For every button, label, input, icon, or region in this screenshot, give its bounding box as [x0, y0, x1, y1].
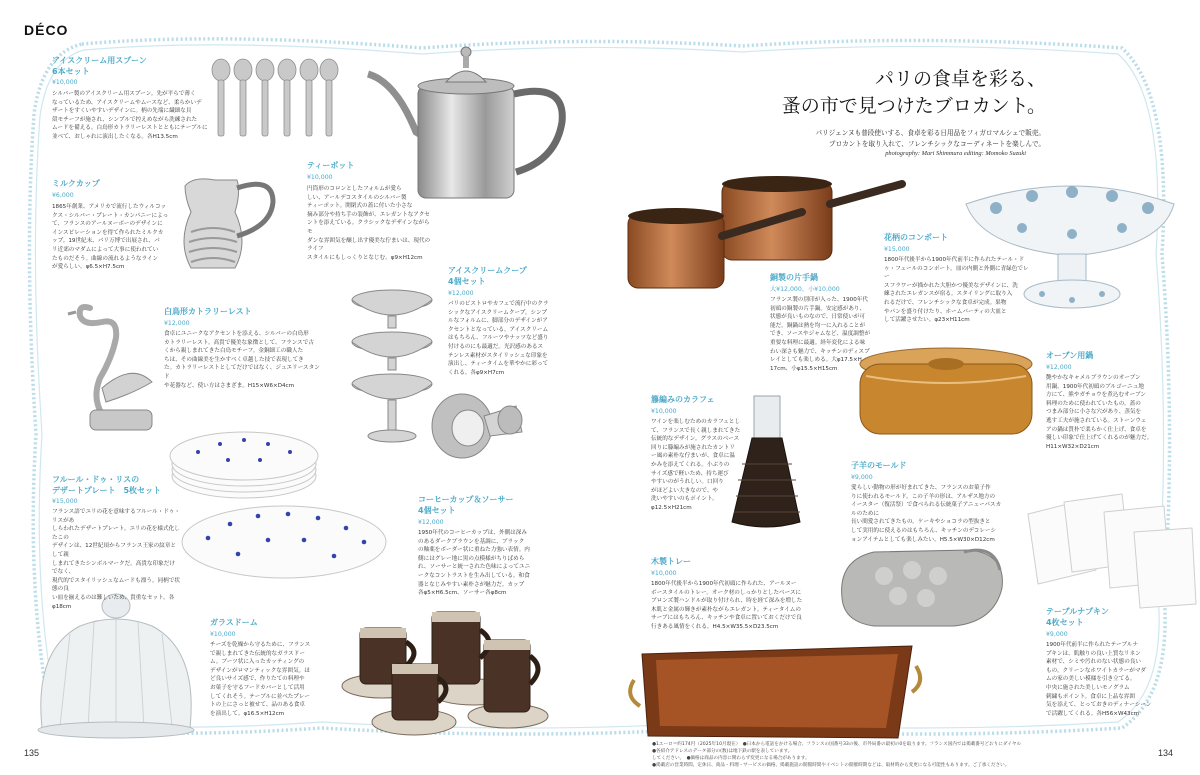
page-number-right: 134	[1158, 748, 1174, 758]
footnote-line-4: ●掲載店の営業時間、定休日、商品・料理・サービスの価格、掲載施設の開館時間やイベントの開催時期などは、取材時から変更になる可能性もあります。ご了承ください。	[652, 763, 1010, 768]
lamb-mold-title: 子羊のモールド	[851, 461, 907, 470]
wooden-tray-description: 1800年代後半から1900年代初頭に作られた、アールヌー ボースタイルのトレー。オーク材のしっかりとしたベースに ブロンズ製ハンドルが取り付けられ、時を経て深みを増した 木肌と金属の輝きが素朴ながらエレガント。ティータイムの サーブにはもちろん、キッチンや食卓に置いておくだけで良 行きある風情をくれる。H4.5×W35.5×D23.5cm	[651, 581, 803, 630]
napkins-price: ¥9,000	[1046, 631, 1068, 638]
footnote-line-2: ●各紹介アドレスのデータ部分の(数)は地下鉄の駅を表しています。	[652, 749, 793, 754]
plates-title-line-1: フルール・ドゥ・リスの	[52, 475, 140, 484]
teapot-title: ティーポット	[307, 161, 355, 170]
knife-rest-description: 食卓にユニークなアクセントを添える、シルバーの白鳥形 カトラリーレスト。高貴で優美な象徴として、フランスで古 くから親しまれてきた白鳥モチーフ。金銅細工の職人た ちは、その曲線美を生かすべく卓越した技で表現してき た。カトラリーレストとしてだけではなく、ジュエリースタンド や花器など、使い方はさまざま。H15×W6×D4cm	[164, 331, 320, 389]
footnote-line-1: ●1ユーロ＝約174円（2025年10月現在） ●日本から電話をかける場合、フランスの国番号33の後、市外局番の最初の0を取ります。フランス国内では掲載番号どおりにダイヤル	[652, 742, 1022, 747]
footnote-line-3: してください。 ●価格は商品の内容に関わらず変更になる場合があります。	[652, 756, 810, 761]
lamb-mold-description: 愛らしい動物の形が好まれてきた、フランスのお菓子作 りに使われるモールド。この子羊の形は、アルザス地方の イースター（復活祭）で食べられる伝統菓子アニューパスカルのために 長い間愛されてきたもの。ケーキやショコラの型抜きと して実用的に使えるのはもちろん、キッチンのデコレーシ ョンアイテムとしても楽しみたい。H5.5×W30×D12cm	[851, 485, 1002, 543]
headline	[700, 66, 1046, 120]
table-napkins-image	[1024, 492, 1200, 620]
milk-jug-description: 1865年創業、アメリカで流行したウィルコッ クス・シルバー・プレート・カンパニーによっ て、フランスのアールヌーボーのデザインに インスピレーションを得て作られたミルクカ ップ。19世紀末、パリ万博で出展され、パ リ近郊のマダムによって大事に使われてい たものだそう。曲線の流れるようなライン が愛らしい。φ6.5×H7.5cm	[52, 204, 169, 271]
ice-cream-spoons-image	[205, 58, 345, 140]
milk-jug-title: ミルクカップ	[52, 179, 100, 188]
copper-pans-description: フランス製の別印が入った、1900年代 初頭の銅製の片手鍋。安定感があり、 状態が良いものなので、日常使いが可 能だ。銅鍋は熱を均一に入れることが でき、ソースやジャムなど、温度調整が 重要な料理に最適。経年変化による味 わい深さも魅力で、キッチンのディスプ レイとしても楽しめる。大φ17.5×H 17cm、小φ15.5×H15cm	[770, 297, 871, 372]
copper-pans-price: 大¥12,000、小¥10,000	[770, 286, 840, 293]
lead-line-1: パリジェンヌも普段使いする、食卓を彩る日用品をフィガロマルシェで販売。	[815, 129, 1045, 137]
glass-dome-price: ¥10,000	[210, 631, 236, 638]
copper-pans-image	[626, 174, 906, 294]
spoons-title-line-2: 6本セット	[52, 67, 90, 76]
wooden-tray-image	[630, 636, 920, 742]
knife-rest-price: ¥12,000	[164, 320, 190, 327]
spoons-description: シルバー製のアイスクリーム用スプーン。先が平らで薄く なっているため、アイスクリームやムースなど、柔らかいデ ザートをすくいやすいデザインに。柄の先端に繊細な貝 殻モチーフが施され、シンプルで控えめながら洗練された ムードを備える。白鳥形カトラリーレストとともにテーブルに 並べて、おしゃれに演出したくなる。各H13.5cm	[52, 91, 208, 140]
spoons-title	[52, 55, 147, 77]
fleur-de-lis-plates-image	[168, 422, 390, 582]
coffee-cups-title	[418, 494, 513, 516]
compote-title: 花柄のコンポート	[884, 233, 948, 242]
wooden-tray-price: ¥10,000	[651, 570, 677, 577]
oven-dish-description: 艶やかなキャメルブラウンのオーブン 用鍋。1900年代初頭のブルゴーニュ地 方にて、熊やガチョウを煮込むオーブン 料理のために使われていたもの。蓋の つまみ部分に小さな穴があり、蒸気を 逃す工夫が施されている。ストーンウェ アの鍋は質朴で柔らかく仕上げ、食卓を 優しい印象で仕上げてくれるのが魅力だ。 H11×W32×D21cm	[1046, 375, 1153, 450]
glass-dome-title: ガラスドーム	[210, 618, 258, 627]
plates-description: フランス語でユリの花を意味するフルール・ドゥ・リスがあ しらわれたデザートプレート。ユリの花を様式化したこの デザインは、12世紀頃からフランス王家の紋章として親 しまれてきたシンボルマークだ。高貴な印象だけでなく、 現代的でスタイリッシュなムードも漂う。同柄で状態の良 い皿を揃えるのは難しいため、貴重なセット。各φ18cm	[52, 509, 181, 610]
plates-price: ¥15,000	[52, 498, 78, 505]
teapot-image	[366, 42, 572, 202]
teapot-price: ¥10,000	[307, 174, 333, 181]
coupes-title	[448, 265, 527, 287]
lead-line-2: ブロカントを取り入れて、フレンチシックなコーディネートを楽しんで。	[828, 140, 1045, 148]
coffee-cups-title-line-2: 4個セット	[418, 506, 456, 515]
plates-title	[52, 474, 161, 496]
carafe-price: ¥10,000	[651, 408, 677, 415]
glass-dome-image	[30, 590, 202, 740]
coffee-cups-description: 1950年代のコーヒーカップは、外側は深み のあるダークブラウンを基調に、ブラック の釉薬をボーダー状に重ねた力強い表情。内 側にはグレー地に黒の点模様がちりばめら れ、ソーサーと統一された色味によってユニ ークなコントラストを生み出している。和食 器となじみやすい素朴さが魅力だ。カップ 各φ5×H6.5cm、ソーサー各φ8cm	[418, 530, 531, 597]
carafe-title: 籐編みのカラフェ	[651, 395, 715, 404]
credit-line: photography: Mari Shimmura editing: Momoko Suzuki	[885, 150, 1026, 157]
oven-dish-image	[856, 346, 1036, 450]
lamb-mold-image	[834, 540, 1010, 632]
napkins-title-line-1: テーブルナプキン	[1046, 607, 1109, 616]
copper-pans-title: 銅製の片手鍋	[770, 273, 818, 282]
spoons-price: ¥10,000	[52, 79, 78, 86]
swan-knife-rest-image	[72, 298, 158, 436]
section-label: DÉCO	[24, 22, 69, 38]
lamb-mold-price: ¥9,000	[851, 474, 873, 481]
wooden-tray-title: 木製トレー	[651, 557, 691, 566]
headline-line-1: パリの食卓を彩る、	[874, 68, 1046, 90]
coupes-title-line-1: アイスクリームクープ	[448, 266, 527, 275]
compote-price: ¥15,000	[884, 246, 910, 253]
milk-jug-price: ¥6,000	[52, 192, 74, 199]
headline-line-2: 蚤の市で見つけたブロカント。	[781, 95, 1046, 117]
knife-rest-title: 白鳥形カトラリーレスト	[164, 307, 252, 316]
footnote-block	[652, 741, 1152, 769]
lead-text	[660, 128, 1045, 150]
coffee-cups-price: ¥12,000	[418, 519, 444, 526]
spoons-title-line-1: アイスクリーム用スプーン	[52, 56, 147, 65]
coffee-cups-image	[338, 606, 560, 738]
milk-jug-image	[175, 172, 279, 274]
compote-description: 1800年代後半から1900年代前半に作られたテール・ド ゥ・フェールのコンポート。皿の内側と外側に青緑色でレー スフラワーが描かれた大胆かつ優美なデザインに、洗 練されたエレガンスが宿る。スタイリングに取り入 れるだけで、フレンチシックな食卓が完成。果物 やパンを盛り付けたり、ホームパーティの大皿と して活躍させたい。φ23×H11cm	[884, 257, 1029, 324]
oven-dish-title: オーブン用鍋	[1046, 351, 1094, 360]
coupes-price: ¥12,000	[448, 290, 474, 297]
page-number-left: 135	[24, 748, 40, 758]
carafe-description: ワインを楽しむためのカラフェとし て、フランスで長く親しまれてきた 伝統的なデザイン。グラスのベース 回りに籐編みが施されたカントリ ー風の素朴な佇まいが、食卓に温 かみを添えてくれる。小ぶりの サイズ感で軽いため、持ち運び やすいのがうれしい。口回り がほどよい大きなので、や 洗いやすいのもポイント。 φ12.5×H21cm	[651, 419, 741, 511]
napkins-title	[1046, 606, 1109, 628]
teapot-description: 円筒形のコロンとしたフォルムが愛ら しい、アールデコスタイルのシルバー製 ティーポット。開閉式の蓋に付いた小さな 摘み部分や持ち手の装飾が、エレガントなアクセ ントを添えている。クラシックなデザインながらモ ダンな雰囲気を醸し出す優美な佇まいは、現代のライフ スタイルにもしっくりとなじむ。φ9×H12cm	[307, 186, 431, 261]
coupes-description: パリのビストロやカフェで流行中のクラ シックなアイスクリームクープ。シンプ ルなフォルムに、脚部分のデザインがア クセントとなっている。アイスクリーム はもちろん、フルーツやナッツなど盛り 付けるのにも最適だ。光沢感のあるス テンレス素材がスタイリッシュな印象を 演出し、ティータイムを華やかに彩って くれる。各φ9×H7cm	[448, 301, 549, 376]
coupes-title-line-2: 4個セット	[448, 277, 486, 286]
coffee-cups-title-line-1: コーヒーカップ＆ソーサー	[418, 495, 514, 504]
plates-title-line-2: デザートプレート 5枚セット	[52, 486, 162, 495]
napkins-title-line-2: 4枚セット	[1046, 618, 1084, 627]
napkins-description: 1900年代前半に作られたテーブルナ プキンは、肌触りの良い上質なリネン 素材で、シミや汚れのない状態の良い もの。クリーンなホワイトカラーがマダ ムの家の美しい模様を引き立てる。 中央に施された美しいモノグラム 刺繍もポイント。食卓に上品な雰囲 気を添えて、とっておきのディナーシーン で活躍してくれる。各H56×W43cm	[1046, 642, 1152, 717]
glass-dome-description: チーズを乾燥から守るために、フランス で親しまれてきた伝統的なガラスドー ム。ブーツ状に入ったカッティングの デザインがロマンティックな雰囲気。ほ ど良いサイズ感で、作りたての料理や お菓子を守るフードカバーとして活用 してくれそう。テーブルに並べたプレー トの上にさっと被せて、品のある食卓 を演出して。φ16.5×H12cm	[210, 642, 311, 717]
oven-dish-price: ¥12,000	[1046, 364, 1072, 371]
